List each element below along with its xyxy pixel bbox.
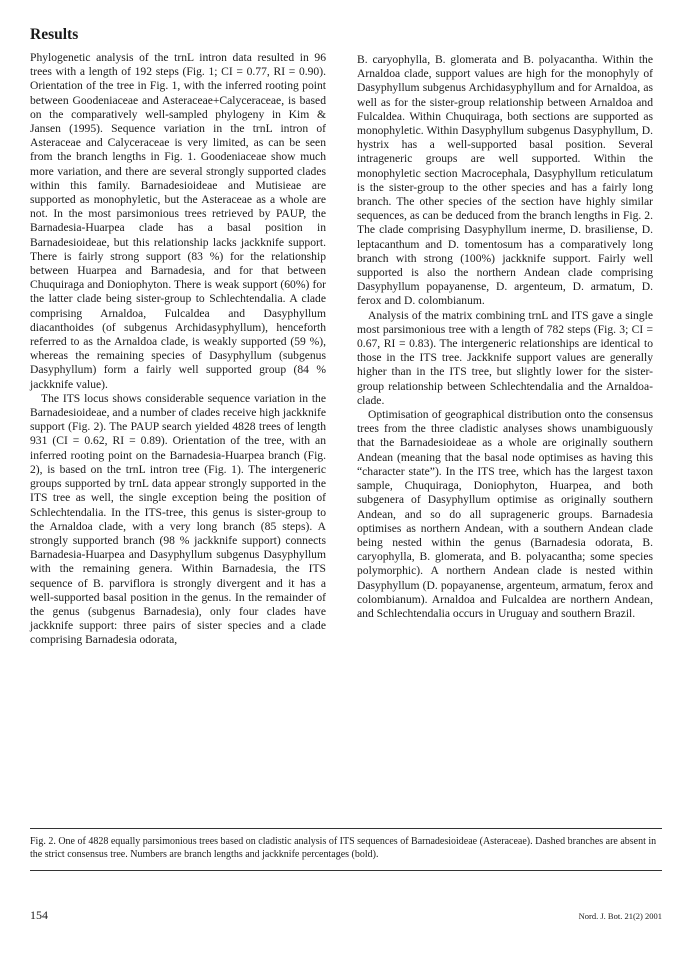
paragraph-its-continued: B. caryophylla, B. glomerata and B. polyacantha. Within the Arnaldoa clade, support values are high for the monophyly of Dasyphyllum subgenus Archidasyphyllum and for Arnaldoa, as well as for the sister-group relationship between Arnaldoa and Fulcaldea. Within Chuquiraga, both sections are supported as monophyletic. Within Dasyphyllum subgenus Dasyphyllum, D. hystrix has a well-supported basal position. Several intrageneric groups are well supported. Within the monophyletic section Macrocephala, Dasyphyllum reticulatum is the sister-group to the other species and has a fairly long branch. The other species of the section have highly similar sequences, as can be deduced from the branch lengths in Fig. 2. The clade comprising Dasyphyllum inerme, D. brasiliense, D. leptacanthum and D. tomentosum has a comparatively long branch with strong (100%) jackknife support. Fairly well supported is also the northern Andean clade comprising Dasyphyllum popayanense, D. argenteum, D. armatum, D. ferox and D. colombianum. [357,53,653,308]
paragraph-geographic-optimisation: Optimisation of geographical distribution onto the consensus trees from the three cladistic analyses shows unambiguously that the Barnadesioideae as a whole are originally southern Andean (meaning that the basal node optimises as having this “character state”). In the ITS tree, which has the largest taxon sample, Chuquiraga, Doniophyton, Huarpea, and both subgenera of Dasyphyllum optimise as originally southern Andean, and so do all suprageneric groups. Barnadesia optimises as northern Andean, with a southern Andean clade being nested within the genus (Barnadesia odorata, B. caryophylla, B. glomerata, and B. polyacantha; some species polymorphic). A northern Andean clade is nested within Dasyphyllum (D. popayanense, argenteum, armatum, ferox and colombianum). Arnaldoa and Fulcaldea are northern Andean, and Schlechtendalia occurs in Uruguay and southern Brazil. [357,408,653,620]
journal-reference: Nord. J. Bot. 21(2) 2001 [578,911,662,921]
paragraph-its-results: The ITS locus shows considerable sequence variation in the Barnadesioideae, and a number of clades receive high jackknife support (Fig. 2). The PAUP search yielded 4828 trees of length 931 (CI = 0.62, RI = 0.89). Orientation of the tree, with an inferred rooting point on the Barnadesia-Huarpea branch (Fig. 2), is based on the trnL intron tree (Fig. 1). The intergeneric groups supported by trnL data appear strongly supported in the ITS tree as well, the single exception being the position of Schlechtendalia. In the ITS-tree, this genus is sister-group to the Arnaldoa clade, with a very long branch (85 steps). A strongly supported branch (98 % jackknife support) connects Barnadesia-Huarpea and Dasyphyllum subgenus Dasyphyllum with the remaining genera. Within Barnadesia, the ITS sequence of B. parviflora is strongly divergent and it has a well-supported basal position in the genus. In the remainder of the genus (subgenus Barnadesia), only four clades have jackknife support: three pairs of sister species and a clade comprising Barnadesia odorata, [30,391,326,647]
page-number: 154 [30,908,48,922]
figure-caption: Fig. 2. One of 4828 equally parsimonious trees based on cladistic analysis of ITS sequences of Barnadesioideae (Asteraceae). Dashed branches are absent in the strict consensus tree. Numbers are branch lengths and jackknife percentages (bold). [30,836,657,860]
caption-rule [30,828,662,829]
section-heading: Results [30,26,79,43]
paragraph-combined-analysis: Analysis of the matrix combining trnL and ITS gave a single most parsimonious tree with a length of 782 steps (Fig. 3; CI = 0.67, RI = 0.83). The intergeneric relationships are identical to those in the ITS tree. Jackknife support values are generally higher than in the ITS tree, but slightly lower for the sister-group relationship between Schlechtendalia and the Arnaldoa-clade. [357,308,653,407]
left-column [30,51,326,648]
paragraph-trnl-results: Phylogenetic analysis of the trnL intron data resulted in 96 trees with a length of 192 steps (Fig. 1; CI = 0.77, RI = 0.90). Orientation of the tree in Fig. 1, with the inferred rooting point between Goodeniaceae and Asteraceae+Calyceraceae, is based on the comparatively well-sampled phylogeny in Kim & Jansen (1995). Sequence variation in the trnL intron of Asteraceae and Calyceraceae is very limited, as can be seen from the branch lengths in Fig. 1. Goodeniaceae show much more variation, and there are several strongly supported clades within this family. Barnadesioideae and Mutisieae are supported as monophyletic, but the Asteraceae as a whole are not. In the most parsimonious trees retrieved by PAUP, the Barnadesia-Huarpea clade has a basal position in Barnadesioideae, but this relationship lacks jackknife support. There is fairly strong support (83 %) for the relationship between Huarpea and Barnadesia, and for that between Chuquiraga and Doniophyton. There is weak support (60%) for the latter clade being sister-group to Schlechtendalia. A clade comprising Arnaldoa, Fulcaldea and Dasyphyllum diacanthoides (of subgenus Archidasyphyllum), henceforth referred to as the Arnaldoa clade, is weakly supported (59 %), whereas the remaining species of Dasyphyllum (subgenus Dasyphyllum) form a fairly well supported group (84 % jackknife value). [30,51,326,391]
caption-bottom-rule [30,870,662,871]
right-column [357,53,653,621]
